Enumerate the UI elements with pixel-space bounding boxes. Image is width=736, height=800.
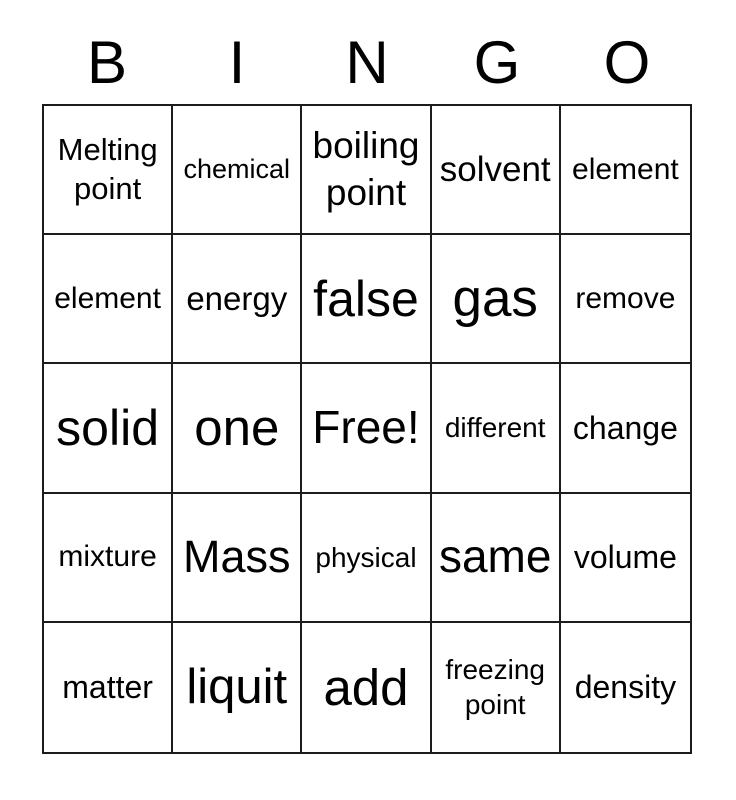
cell-label: boiling point — [312, 125, 420, 213]
bingo-cell[interactable] — [302, 106, 431, 235]
bingo-cell[interactable] — [561, 623, 690, 752]
bingo-cell[interactable] — [561, 494, 690, 623]
bingo-grid — [42, 104, 692, 754]
bingo-cell[interactable] — [44, 364, 173, 493]
bingo-cell[interactable] — [302, 494, 431, 623]
cell-label: chemical — [183, 153, 291, 184]
cell-label: different — [444, 412, 546, 444]
cell-label: liquit — [186, 659, 288, 714]
bingo-cell[interactable] — [44, 235, 173, 364]
bingo-header — [42, 28, 692, 96]
cell-label: element — [572, 152, 679, 186]
cell-label: gas — [452, 268, 538, 328]
cell-label: Melting point — [57, 131, 158, 206]
bingo-cell[interactable] — [302, 235, 431, 364]
bingo-cell[interactable] — [561, 106, 690, 235]
cell-label: false — [313, 270, 419, 327]
cell-label: change — [572, 409, 678, 446]
bingo-cell[interactable] — [44, 494, 173, 623]
bingo-cell[interactable] — [561, 235, 690, 364]
bingo-cell[interactable] — [432, 235, 561, 364]
cell-label: mixture — [58, 540, 157, 574]
free-space-cell[interactable] — [302, 364, 431, 493]
bingo-cell[interactable] — [173, 494, 302, 623]
cell-label: solvent — [439, 149, 551, 189]
cell-label: density — [574, 669, 677, 706]
bingo-cell[interactable] — [432, 494, 561, 623]
cell-label: physical — [315, 541, 417, 573]
cell-label: freezing point — [445, 654, 545, 721]
bingo-cell[interactable] — [432, 106, 561, 235]
cell-label: element — [54, 282, 161, 316]
bingo-cell[interactable] — [432, 364, 561, 493]
cell-label: Mass — [183, 531, 291, 583]
cell-label: remove — [575, 282, 676, 316]
bingo-cell[interactable] — [173, 623, 302, 752]
bingo-cell[interactable] — [432, 623, 561, 752]
bingo-cell[interactable] — [561, 364, 690, 493]
cell-label: energy — [186, 280, 288, 318]
bingo-letter: B — [86, 28, 128, 96]
bingo-cell[interactable] — [173, 364, 302, 493]
cell-label: add — [323, 658, 409, 716]
bingo-cell[interactable] — [44, 623, 173, 752]
cell-label: matter — [62, 669, 153, 706]
cell-label: volume — [573, 539, 677, 576]
cell-label: same — [438, 530, 552, 583]
bingo-cell[interactable] — [173, 235, 302, 364]
bingo-letter: O — [603, 28, 651, 96]
cell-label: Free! — [312, 401, 420, 454]
bingo-cell[interactable] — [302, 623, 431, 752]
bingo-letter: N — [345, 28, 389, 96]
bingo-letter: G — [473, 28, 521, 96]
bingo-cell[interactable] — [173, 106, 302, 235]
bingo-cell[interactable] — [44, 106, 173, 235]
cell-label: one — [194, 399, 280, 457]
bingo-letter: I — [228, 28, 246, 96]
cell-label: solid — [56, 399, 160, 456]
